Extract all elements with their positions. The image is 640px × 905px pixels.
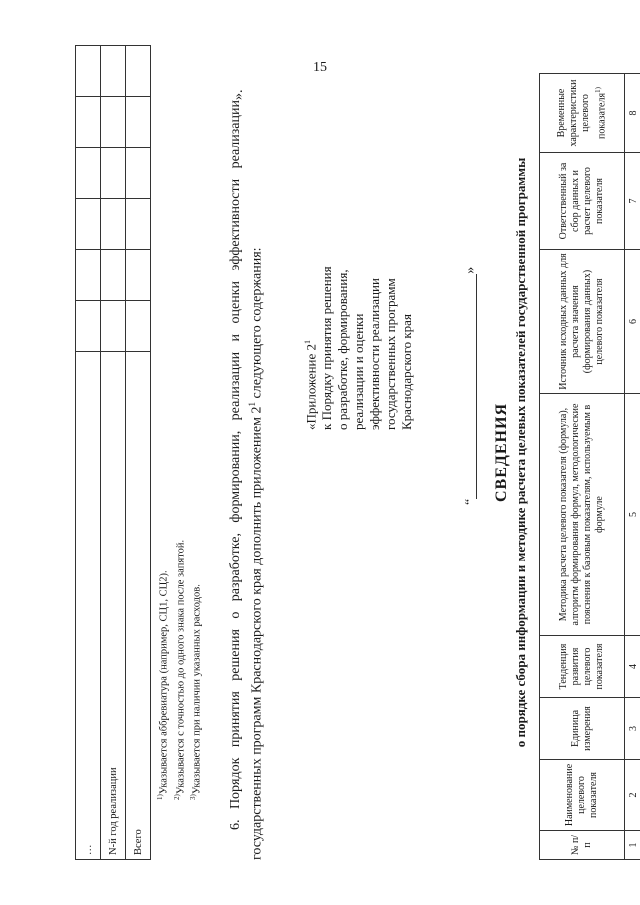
table-row [101,46,126,860]
footnote: $^{2)}$Указывается с точностью до одного знака после запятой. [172,539,186,800]
page-number: 15 [313,60,327,75]
title-line-1: СВЕДЕНИЯ [493,402,510,503]
table-row [625,74,640,860]
indicators-table [539,73,640,860]
table-cell: N-й год реализации [101,351,126,859]
table-cell: 8 [625,74,640,153]
footnote: $^{3)}$Указывается при наличии указанных расходов. [189,584,203,800]
table-cell: … [76,351,101,859]
table-cell: 1 [625,831,640,860]
section-title [493,45,529,860]
footnotes [154,300,204,800]
table-cell: 7 [625,153,640,250]
appendix-heading: «Приложение $2^1$ к Порядку принятия решения о разработке, формирования, реализации и оценки эффективности реализации государственных программ Краснодарского края [303,266,415,430]
table-cell: Всего [126,351,151,859]
closing-quote-mark: ». [231,89,246,100]
column-header: Источник исходных данных для расчета значения (формирования данных) целевого показателя [540,250,625,394]
column-header: Ответственный за сбор данных и расчет целевого показателя [540,153,625,250]
quote-blank-line: “» [463,266,478,505]
continuation-table [75,45,151,860]
table-cell: 5 [625,394,640,636]
table-cell: 3 [625,698,640,760]
table-header-row [540,74,625,860]
column-header: Наименование целевого показателя [540,760,625,831]
title-line-2: о порядке сбора информации и методике расчета целевых показателей государственной программы [513,157,528,748]
column-header: Тенденция развития целевого показателя [540,636,625,698]
column-header: Временные характеристики целевого показателя$^{1)}$ [540,74,625,153]
table-row [76,46,101,860]
column-header: Методика расчета целевого показателя (формула), алгоритм формирования формул, методологические пояснения к базовым показателям, используемым в формуле [540,394,625,636]
table-cell: 6 [625,250,640,394]
table-row [126,46,151,860]
column-header: Единица измерения [540,698,625,760]
table-cell: 2 [625,760,640,831]
column-header: № п/п [540,831,625,860]
table-cell: 4 [625,636,640,698]
rotated-content [75,45,639,860]
paragraph-6: 6. Порядок принятия решения о разработке, формировании, реализации и оценки эффективности реализации государственных программ Краснодарского края дополнить приложением $2^1$ следующего содержания: [228,100,265,860]
footnote: $^{1)}$Указывается аббревиатура (например, СЦ1, СЦ2). [156,570,170,800]
